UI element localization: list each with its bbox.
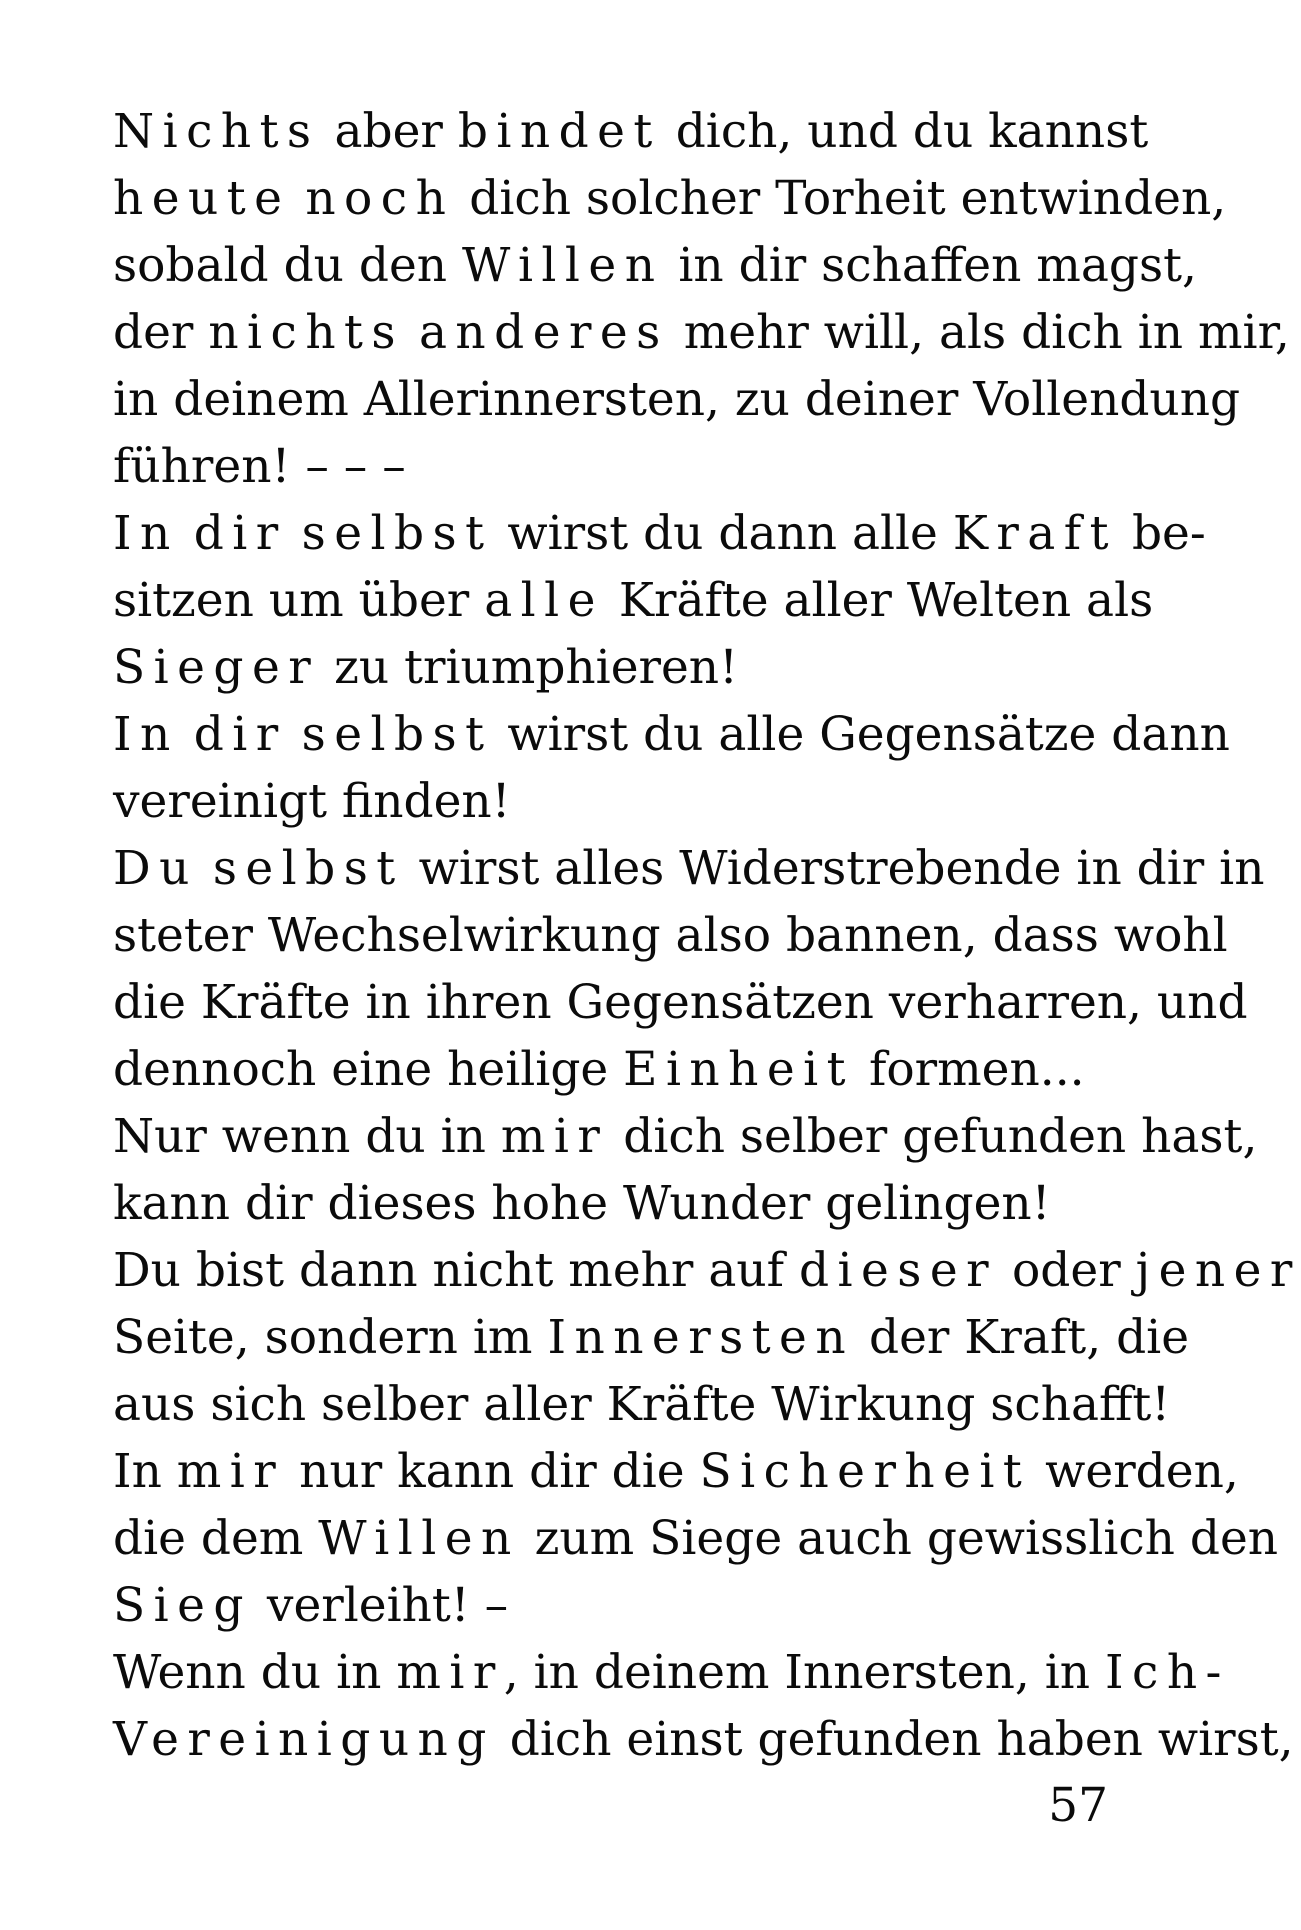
text-run: der Kraft, die [854, 1310, 1190, 1365]
text-run: in dir schaffen magst, [663, 238, 1197, 293]
text-line [113, 634, 1123, 701]
spaced-emphasis: jener [1135, 1243, 1301, 1298]
spaced-emphasis: Kraft [952, 506, 1117, 561]
text-line [113, 98, 1149, 165]
spaced-emphasis: Nichts [113, 104, 320, 159]
spaced-emphasis: dieser [798, 1243, 998, 1298]
spaced-emphasis: Einheit [623, 1042, 855, 1097]
text-line [113, 969, 1248, 1036]
spaced-emphasis: dir [193, 506, 287, 561]
spaced-emphasis: Willen [462, 238, 664, 293]
text-run: Wenn du in [113, 1645, 397, 1700]
text-run: Kräfte aller Welten als [603, 573, 1154, 628]
spaced-emphasis: mir [176, 1444, 285, 1499]
text-run: oder [997, 1243, 1136, 1298]
text-run: führen! – – – [113, 439, 406, 494]
body-text [113, 98, 1301, 1773]
text-run: mehr will, als dich in mir, [668, 305, 1290, 360]
spaced-emphasis: In [113, 506, 179, 561]
spaced-emphasis: selbst [301, 506, 493, 561]
spaced-emphasis: alle [484, 573, 604, 628]
spaced-emphasis: anderes [418, 305, 669, 360]
spaced-emphasis: Sicherheit [699, 1444, 1031, 1499]
spaced-emphasis: heute [113, 171, 291, 226]
text-run [179, 506, 194, 561]
text-run: in deinem Allerinnersten, zu deiner Vollendung [113, 372, 1241, 427]
text-run: die dem [113, 1511, 319, 1566]
spaced-emphasis: Du [113, 841, 198, 896]
text-run [287, 707, 302, 762]
text-run [179, 707, 194, 762]
text-run: dich, und du kannst [660, 104, 1149, 159]
spaced-emphasis: bindet [457, 104, 661, 159]
spaced-emphasis: noch [305, 171, 455, 226]
text-run: die Kräfte in ihren Gegensätzen verharren, und [113, 975, 1248, 1030]
text-line [113, 1572, 1123, 1639]
text-run [290, 171, 305, 226]
text-run: wirst du alle Gegensätze dann [492, 707, 1230, 762]
text-line [113, 1371, 1171, 1438]
spaced-emphasis: Innersten [547, 1310, 855, 1365]
text-run: dennoch eine heilige [113, 1042, 624, 1097]
text-line [113, 1304, 1190, 1371]
text-run: , in deinem Innersten, in [503, 1645, 1106, 1700]
text-run: zu triumphieren! [319, 640, 738, 695]
text-line [113, 1036, 1123, 1103]
text-run: Du bist dann nicht mehr auf [113, 1243, 799, 1298]
spaced-emphasis: Vereinigung [113, 1712, 495, 1767]
spaced-emphasis: mir [396, 1645, 504, 1700]
text-line [113, 232, 1197, 299]
text-line [113, 366, 1241, 433]
text-line [113, 567, 1154, 634]
text-run: zum Siege auch gewisslich den [519, 1511, 1279, 1566]
text-run: dich selber gefunden hast, [608, 1109, 1258, 1164]
spaced-emphasis: Ich- [1105, 1645, 1230, 1700]
text-run: der [113, 305, 209, 360]
text-run: sitzen um über [113, 573, 485, 628]
text-line [113, 1639, 1230, 1706]
text-line [113, 299, 1290, 366]
spaced-emphasis: In [113, 707, 179, 762]
spaced-emphasis: nichts [208, 305, 404, 360]
text-line [113, 1103, 1258, 1170]
text-line [113, 1170, 1123, 1237]
text-run: aber [334, 104, 443, 159]
text-run: nur kann dir die [284, 1444, 700, 1499]
text-line [113, 433, 1123, 500]
text-line [113, 165, 1227, 232]
text-run: dich einst gefunden haben wirst, [494, 1712, 1294, 1767]
text-run [443, 104, 458, 159]
text-line [113, 1505, 1279, 1572]
spaced-emphasis: mir [500, 1109, 609, 1164]
text-run [287, 506, 302, 561]
spaced-emphasis: selbst [212, 841, 404, 896]
text-run: steter Wechselwirkung also bannen, dass wohl [113, 908, 1228, 963]
text-run: sobald du den [113, 238, 462, 293]
text-run: In [113, 1444, 177, 1499]
text-run: wirst alles Widerstrebende in dir in [403, 841, 1265, 896]
text-run: kann dir dieses hohe Wunder gelingen! [113, 1176, 1051, 1231]
text-run: Seite, sondern im [113, 1310, 548, 1365]
spaced-emphasis: Sieger [113, 640, 320, 695]
text-run: vereinigt finden! [113, 774, 511, 829]
text-run: dich solcher Torheit entwinden, [454, 171, 1227, 226]
page-number: 57 [1048, 1778, 1108, 1833]
text-line [113, 500, 1206, 567]
text-line [113, 835, 1265, 902]
text-run [404, 305, 419, 360]
spaced-emphasis: Sieg [113, 1578, 252, 1633]
text-line [113, 1438, 1239, 1505]
spaced-emphasis: selbst [301, 707, 493, 762]
text-run: formen... [854, 1042, 1085, 1097]
text-run: wirst du dann alle [492, 506, 953, 561]
text-line [113, 768, 1123, 835]
text-line [113, 1237, 1301, 1304]
spaced-emphasis: dir [193, 707, 287, 762]
text-run: verleiht! – [251, 1578, 509, 1633]
text-line [113, 1706, 1294, 1773]
text-run [198, 841, 213, 896]
text-run: werden, [1030, 1444, 1239, 1499]
text-run: Nur wenn du in [113, 1109, 501, 1164]
text-run: be- [1117, 506, 1206, 561]
text-run: aus sich selber aller Kräfte Wirkung schafft! [113, 1377, 1171, 1432]
text-run [320, 104, 335, 159]
text-line [113, 701, 1230, 768]
text-line [113, 902, 1228, 969]
spaced-emphasis: Willen [318, 1511, 520, 1566]
